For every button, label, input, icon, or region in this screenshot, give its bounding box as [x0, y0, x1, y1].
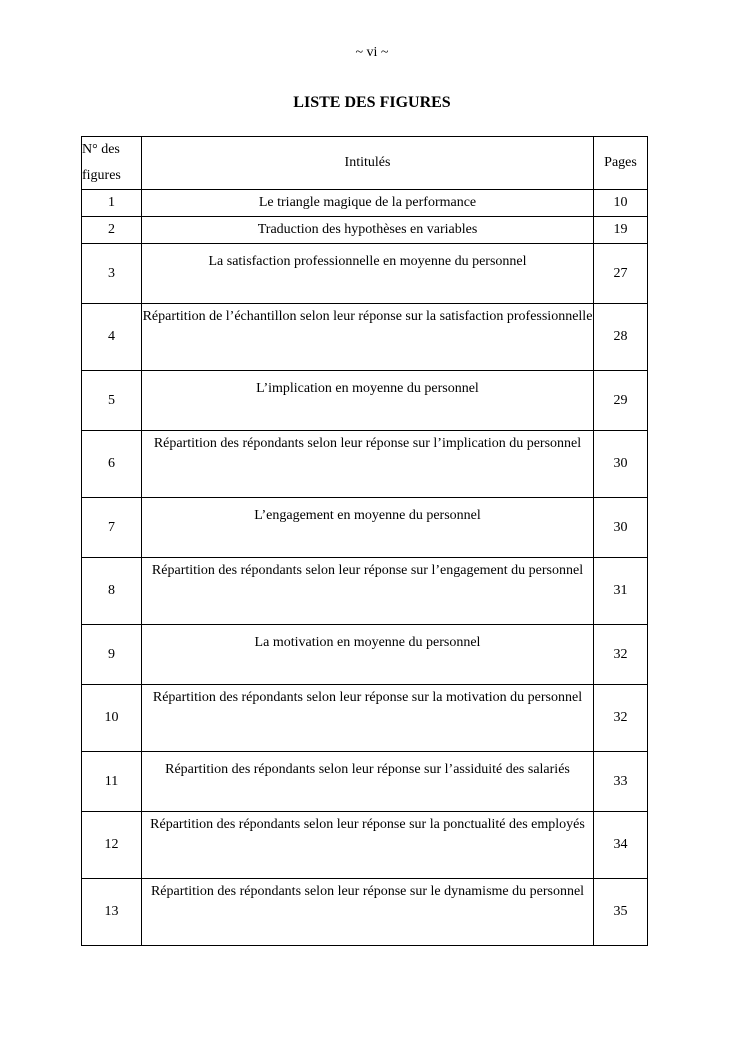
- table-row: [82, 879, 648, 946]
- figure-page: 35: [594, 879, 648, 946]
- column-header-title: Intitulés: [142, 137, 594, 190]
- table-row: [82, 190, 648, 217]
- table-row: [82, 685, 648, 752]
- figure-page: 32: [594, 685, 648, 752]
- figure-page: 31: [594, 558, 648, 625]
- figure-page: 30: [594, 431, 648, 498]
- table-row: [82, 244, 648, 304]
- figure-number: 10: [82, 685, 142, 752]
- figure-page: 32: [594, 625, 648, 685]
- table-row: [82, 625, 648, 685]
- figure-title: L’engagement en moyenne du personnel: [142, 498, 594, 558]
- figure-number: 6: [82, 431, 142, 498]
- figure-title: Répartition des répondants selon leur réponse sur l’assiduité des salariés: [142, 752, 594, 812]
- table-row: [82, 812, 648, 879]
- figure-title: Répartition de l’échantillon selon leur réponse sur la satisfaction professionnelle: [142, 304, 594, 371]
- page-title: LISTE DES FIGURES: [293, 94, 451, 111]
- figure-title: Le triangle magique de la performance: [142, 190, 594, 217]
- column-header-page: Pages: [594, 137, 648, 190]
- figure-title: Répartition des répondants selon leur réponse sur la motivation du personnel: [142, 685, 594, 752]
- table-row: [82, 431, 648, 498]
- table-row: [82, 371, 648, 431]
- table-row: [82, 217, 648, 244]
- figures-table: [81, 136, 648, 946]
- figure-page: 27: [594, 244, 648, 304]
- figure-number: 3: [82, 244, 142, 304]
- figure-number: 9: [82, 625, 142, 685]
- figure-title: Répartition des répondants selon leur réponse sur la ponctualité des employés: [142, 812, 594, 879]
- figure-title: La satisfaction professionnelle en moyenne du personnel: [142, 244, 594, 304]
- page-number: ~ vi ~: [355, 45, 389, 60]
- figure-number: 1: [82, 190, 142, 217]
- figure-title: Traduction des hypothèses en variables: [142, 217, 594, 244]
- column-header-number: N° des figures: [82, 137, 142, 190]
- figure-title: Répartition des répondants selon leur réponse sur l’engagement du personnel: [142, 558, 594, 625]
- figure-page: 19: [594, 217, 648, 244]
- table-row: [82, 498, 648, 558]
- figure-number: 7: [82, 498, 142, 558]
- figure-title: Répartition des répondants selon leur réponse sur l’implication du personnel: [142, 431, 594, 498]
- figure-number: 2: [82, 217, 142, 244]
- figure-page: 29: [594, 371, 648, 431]
- figure-number: 13: [82, 879, 142, 946]
- figure-number: 4: [82, 304, 142, 371]
- figure-title: La motivation en moyenne du personnel: [142, 625, 594, 685]
- figure-title: Répartition des répondants selon leur réponse sur le dynamisme du personnel: [142, 879, 594, 946]
- figure-page: 33: [594, 752, 648, 812]
- table-row: [82, 558, 648, 625]
- figure-page: 28: [594, 304, 648, 371]
- figure-page: 34: [594, 812, 648, 879]
- table-header-row: [82, 137, 648, 190]
- figure-number: 5: [82, 371, 142, 431]
- table-row: [82, 304, 648, 371]
- table-row: [82, 752, 648, 812]
- figure-title: L’implication en moyenne du personnel: [142, 371, 594, 431]
- figure-number: 8: [82, 558, 142, 625]
- figure-number: 12: [82, 812, 142, 879]
- figure-number: 11: [82, 752, 142, 812]
- figure-page: 30: [594, 498, 648, 558]
- figure-page: 10: [594, 190, 648, 217]
